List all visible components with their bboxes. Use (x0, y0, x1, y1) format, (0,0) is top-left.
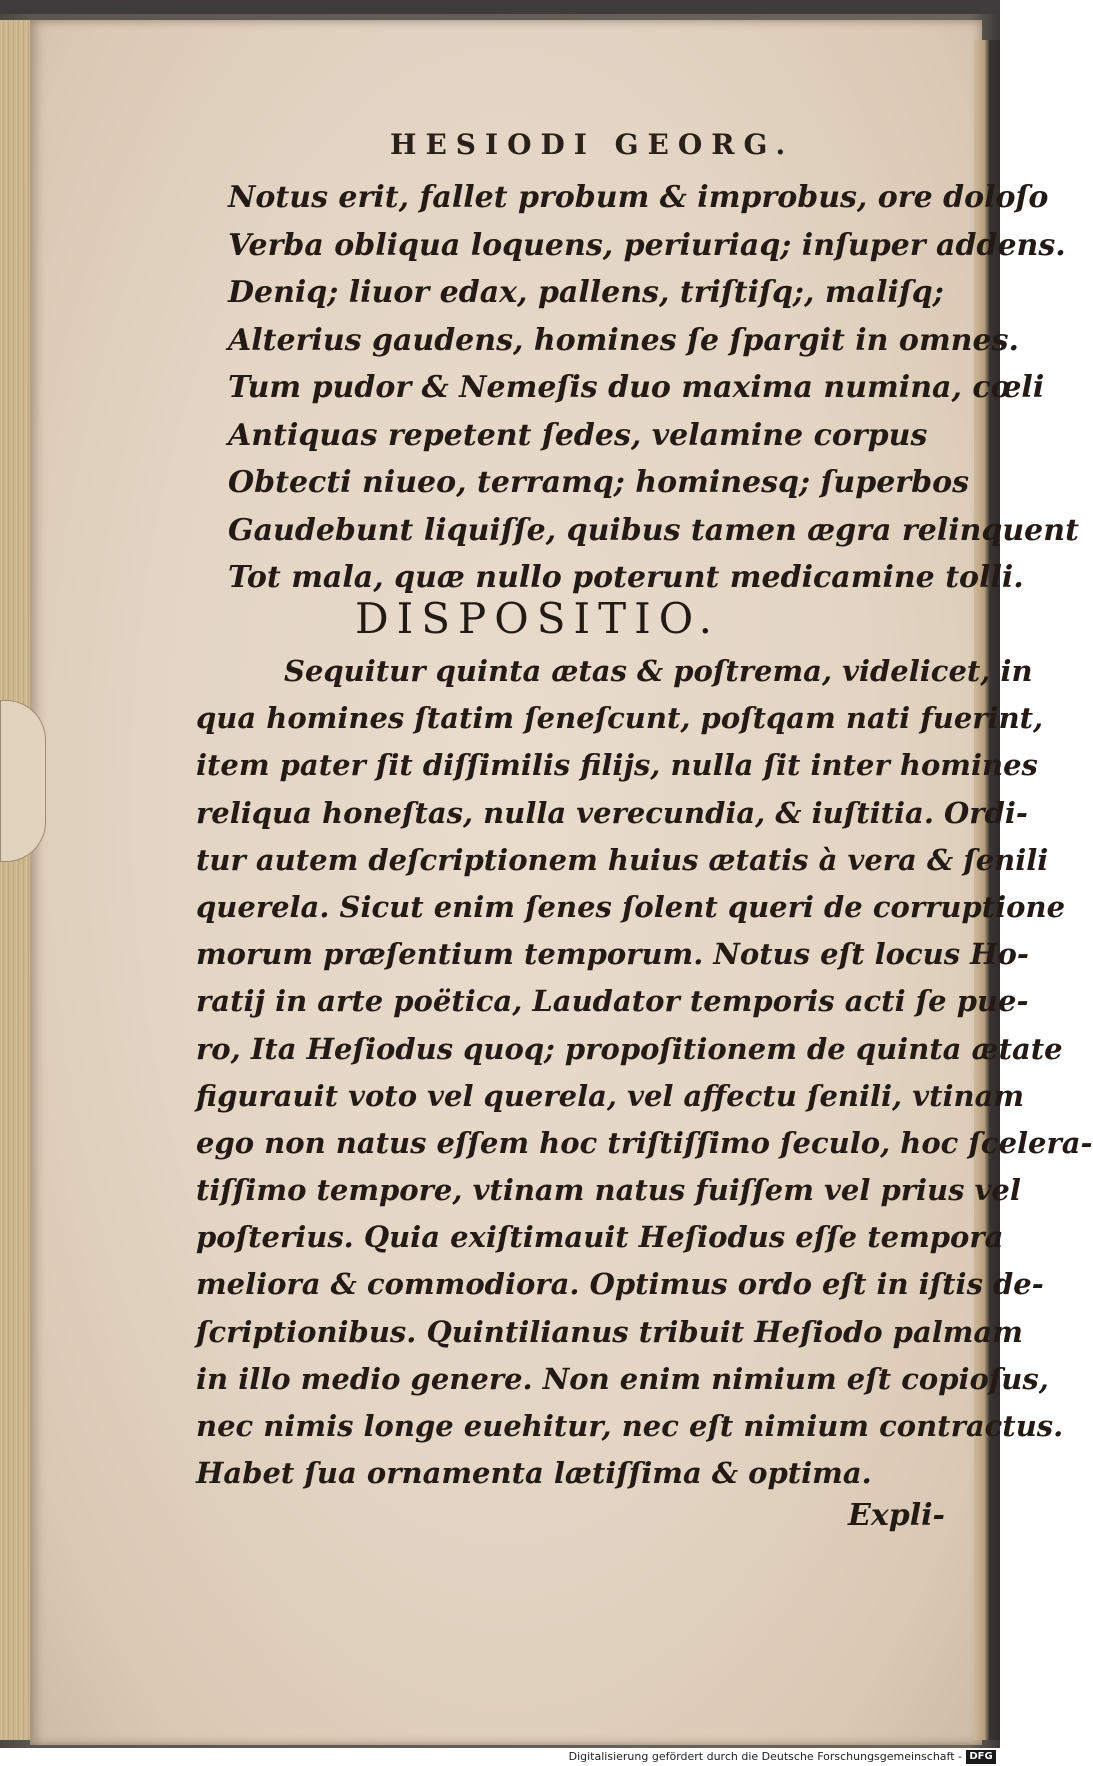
catchword: Expli- (848, 1498, 945, 1533)
prose-line: Sequitur quinta ætas & poſtrema, videlicet, in (284, 654, 1033, 688)
verse-line: Verba obliqua loquens, periuriaq; inſuper addens. (228, 227, 1066, 263)
prose-line: meliora & commodiora. Optimus ordo eſt in iſtis de- (196, 1267, 1044, 1302)
prose-line: ſcriptionibus. Quintilianus tribuit Heſiodo palmam (196, 1314, 1023, 1349)
page-tab-marker (0, 700, 46, 862)
prose-line: reliqua honeſtas, nulla verecundia, & iuſtitia. Ordi- (196, 795, 1028, 830)
prose-line: Habet ſua ornamenta lætiſſima & optima. (196, 1456, 872, 1491)
prose-line: tur autem deſcriptionem huius ætatis à vera & ſenili (196, 842, 1049, 877)
prose-line: ro, Ita Heſiodus quoq; propoſitionem de quinta ætate (196, 1031, 1063, 1066)
verse-line: Antiquas repetent ſedes, velamine corpus (228, 417, 928, 453)
prose-block (196, 648, 1093, 1497)
verse-block (228, 174, 1079, 602)
prose-line: in illo medio genere. Non enim nimium eſt copioſus, (196, 1361, 1049, 1396)
verse-line: Tot mala, quæ nullo poterunt medicamine tolli. (228, 560, 1024, 595)
prose-line: nec nimis longe euehitur, nec eſt nimium contractus. (196, 1409, 1064, 1443)
verse-line: Gaudebunt liquiſſe, quibus tamen ægra relinquent (228, 512, 1079, 548)
prose-line: qua homines ſtatim ſeneſcunt, poſtqam nati fuerint, (196, 701, 1044, 736)
verse-line: Notus erit, fallet probum & improbus, ore doloſo (228, 180, 1049, 215)
prose-line: poſterius. Quia exiſtimauit Heſiodus eſſe tempora (196, 1220, 1004, 1255)
verse-line: Obtecti niueo, terramq; hominesq; ſuperbos (228, 465, 969, 500)
verse-line: Deniq; liuor edax, pallens, triſtiſq;, maliſq; (228, 275, 944, 310)
prose-line: querela. Sicut enim ſenes ſolent queri de corruptione (196, 889, 1066, 924)
running-header: HESIODI GEORG. (390, 128, 795, 161)
prose-line: morum præſentium temporum. Notus eſt locus Ho- (196, 937, 1029, 972)
prose-line: figurauit voto vel querela, vel affectu ſenili, vtinam (196, 1078, 1025, 1113)
verse-line: Alterius gaudens, homines ſe ſpargit in omnes. (228, 322, 1019, 358)
prose-line: tiſſimo tempore, vtinam natus fuiſſem vel prius vel (196, 1173, 1021, 1208)
dfg-logo: DFG (966, 1750, 996, 1764)
verse-line: Tum pudor & Nemeſis duo maxima numina, cœli (228, 370, 1045, 405)
prose-line: ratij in arte poëtica, Laudator temporis acti ſe pue- (196, 984, 1029, 1019)
footer-credit: Digitalisierung gefördert durch die Deutsche Forschungsgemeinschaft - (568, 1750, 962, 1763)
prose-line: item pater ſit diſſimilis filijs, nulla ſit inter homines (196, 748, 1038, 783)
section-heading: DISPOSITIO. (355, 594, 721, 643)
prose-line: ego non natus eſſem hoc triſtiſſimo ſeculo, hoc ſcelera- (196, 1125, 1093, 1160)
